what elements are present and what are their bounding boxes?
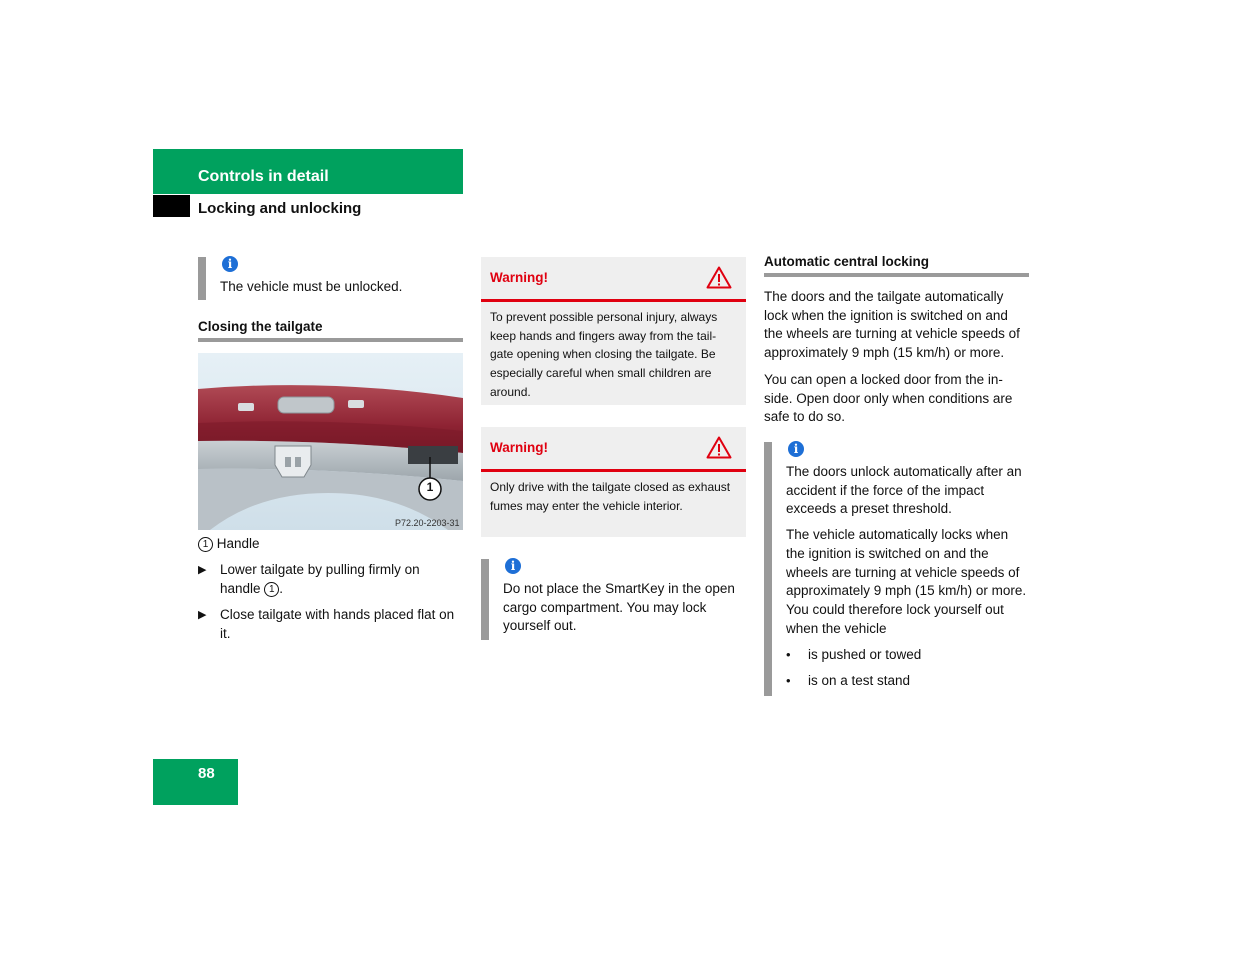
- info-icon: i: [788, 441, 804, 457]
- warning-text: Only drive with the tailgate closed as exhaust fumes may enter the vehicle interior.: [490, 480, 731, 513]
- info-icon: i: [222, 256, 238, 272]
- section-heading-tailgate: Closing the tailgate: [198, 319, 323, 334]
- section-rule: [764, 273, 1029, 277]
- page-number: 88: [198, 765, 215, 782]
- info-note-bar: [764, 442, 772, 696]
- warning-box: [481, 257, 746, 405]
- info-paragraph: The doors unlock automatically after an accident if the force of the impact exceeds a preset threshold.: [786, 464, 1022, 517]
- tailgate-illustration: [198, 353, 463, 530]
- info-note-text: The vehicle must be unlocked.: [220, 279, 403, 294]
- list-item: • is on a test stand: [786, 672, 1030, 691]
- chapter-title: Controls in detail: [198, 168, 329, 185]
- paragraph: You can open a locked door from the in-side. Open door only when conditions are safe to do so.: [764, 372, 1013, 425]
- info-note-text: [786, 463, 1030, 691]
- section-tab-marker: [153, 195, 190, 217]
- section-rule: [198, 338, 463, 342]
- legend-number: 1: [198, 537, 213, 552]
- bullet-dot-icon: •: [786, 647, 791, 663]
- page-number-box: [153, 759, 238, 805]
- info-icon: i: [505, 558, 521, 574]
- info-note-bar: [481, 559, 489, 640]
- tailgate-handle-drawing: [198, 353, 463, 530]
- legend-item: [198, 535, 463, 554]
- callout-number: 1: [426, 480, 434, 494]
- list-item: • is pushed or towed: [786, 646, 1030, 665]
- section-heading-central-locking: Automatic central locking: [764, 254, 930, 269]
- info-note-bar: [198, 257, 206, 300]
- warning-label: Warning!: [490, 270, 548, 285]
- warning-text: To prevent possible personal injury, always keep hands and fingers away from the tail-gate opening when closing the tailgate. Be especially careful when small children are around.: [490, 310, 718, 399]
- info-paragraph: The vehicle automatically locks when the ignition is switched on and the wheels are turning at vehicle speeds of approximately 9 mph (15 km/h) or more. You could therefore lock yourself out when the vehicle: [786, 527, 1027, 636]
- warning-label: Warning!: [490, 440, 548, 455]
- info-note-text: Do not place the SmartKey in the open cargo compartment. You may lock yourself out.: [503, 581, 735, 634]
- warning-triangle-icon: [706, 436, 732, 459]
- image-code: P72.20-2203-31: [395, 518, 460, 528]
- warning-triangle-icon: [706, 266, 732, 289]
- warning-box: [481, 427, 746, 537]
- list-item: ▶ Close tailgate with hands placed flat on it.: [198, 606, 463, 643]
- bullet-arrow-icon: ▶: [198, 564, 207, 576]
- warning-header: [481, 257, 746, 302]
- callout-ref: 1: [264, 582, 279, 597]
- bullet-dot-icon: •: [786, 673, 791, 689]
- paragraph: The doors and the tailgate automatically lock when the ignition is switched on and the wheels are turning at vehicle speeds of approximately 9 mph (15 km/h) or more.: [764, 289, 1020, 361]
- steps-list: [198, 561, 463, 644]
- list-item: ▶ Lower tailgate by pulling firmly on handle 1 .: [198, 561, 463, 598]
- bullet-arrow-icon: ▶: [198, 609, 207, 622]
- warning-header: [481, 427, 746, 472]
- section-subtitle: Locking and unlocking: [198, 200, 362, 217]
- legend-text: Handle: [216, 536, 260, 551]
